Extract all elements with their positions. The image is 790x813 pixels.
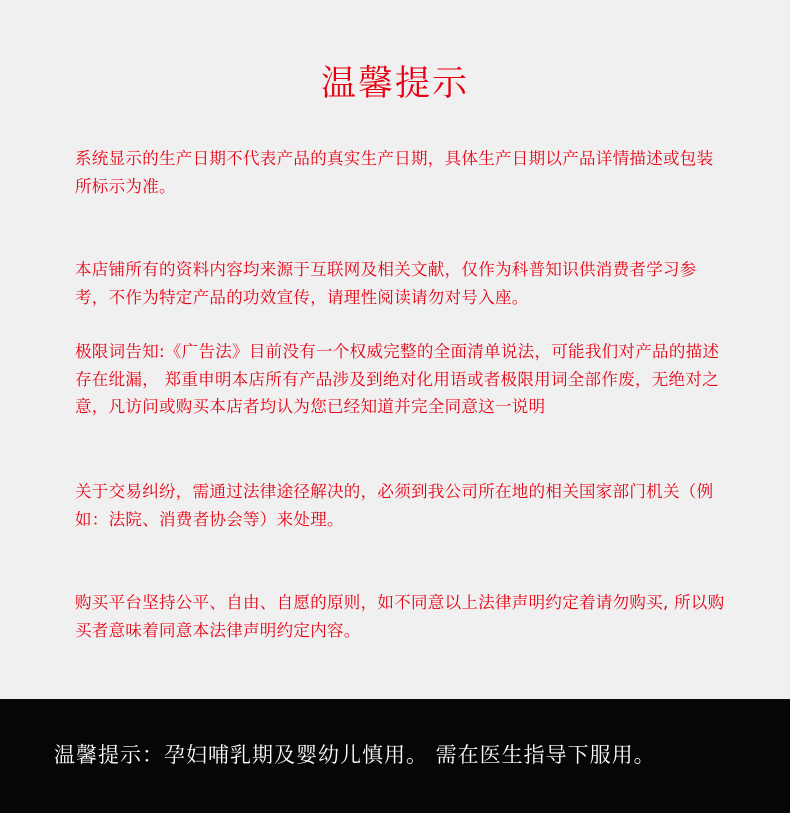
warning-footer [0, 699, 790, 813]
notice-title: 温馨提示 [320, 64, 469, 104]
notice-paragraph-production-date: 系统显示的生产日期不代表产品的真实生产日期，具体生产日期以产品详情描述或包装所标示为准。 [75, 149, 714, 196]
notice-paragraph-content-source: 本店铺所有的资料内容均来源于互联网及相关文献，仅作为科普知识供消费者学习参考，不作为特定产品的功效宣传，请理性阅读请勿对号入座。 [75, 260, 697, 307]
footer-warning-text: 温馨提示：孕妇哺乳期及婴幼儿慎用。 需在医生指导下服用。 [54, 743, 656, 767]
notice-paragraph-dispute: 关于交易纠纷，需通过法律途径解决的，必须到我公司所在地的相关国家部门机关（例如：法院、消费者协会等）来处理。 [75, 482, 714, 529]
notice-paragraph-purchase-terms: 购买平台坚持公平、自由、自愿的原则，如不同意以上法律声明约定着请勿购买, 所以购买者意味着同意本法律声明约定内容。 [75, 593, 725, 640]
notice-paragraph-advertising-law: 极限词告知:《广告法》目前没有一个权威完整的全面清单说法，可能我们对产品的描述存在纰漏， 郑重申明本店所有产品涉及到绝对化用语或者极限用词全部作废，无绝对之意，凡访问或购买本店者均认为您已经知道并完全同意这一说明 [75, 342, 720, 416]
